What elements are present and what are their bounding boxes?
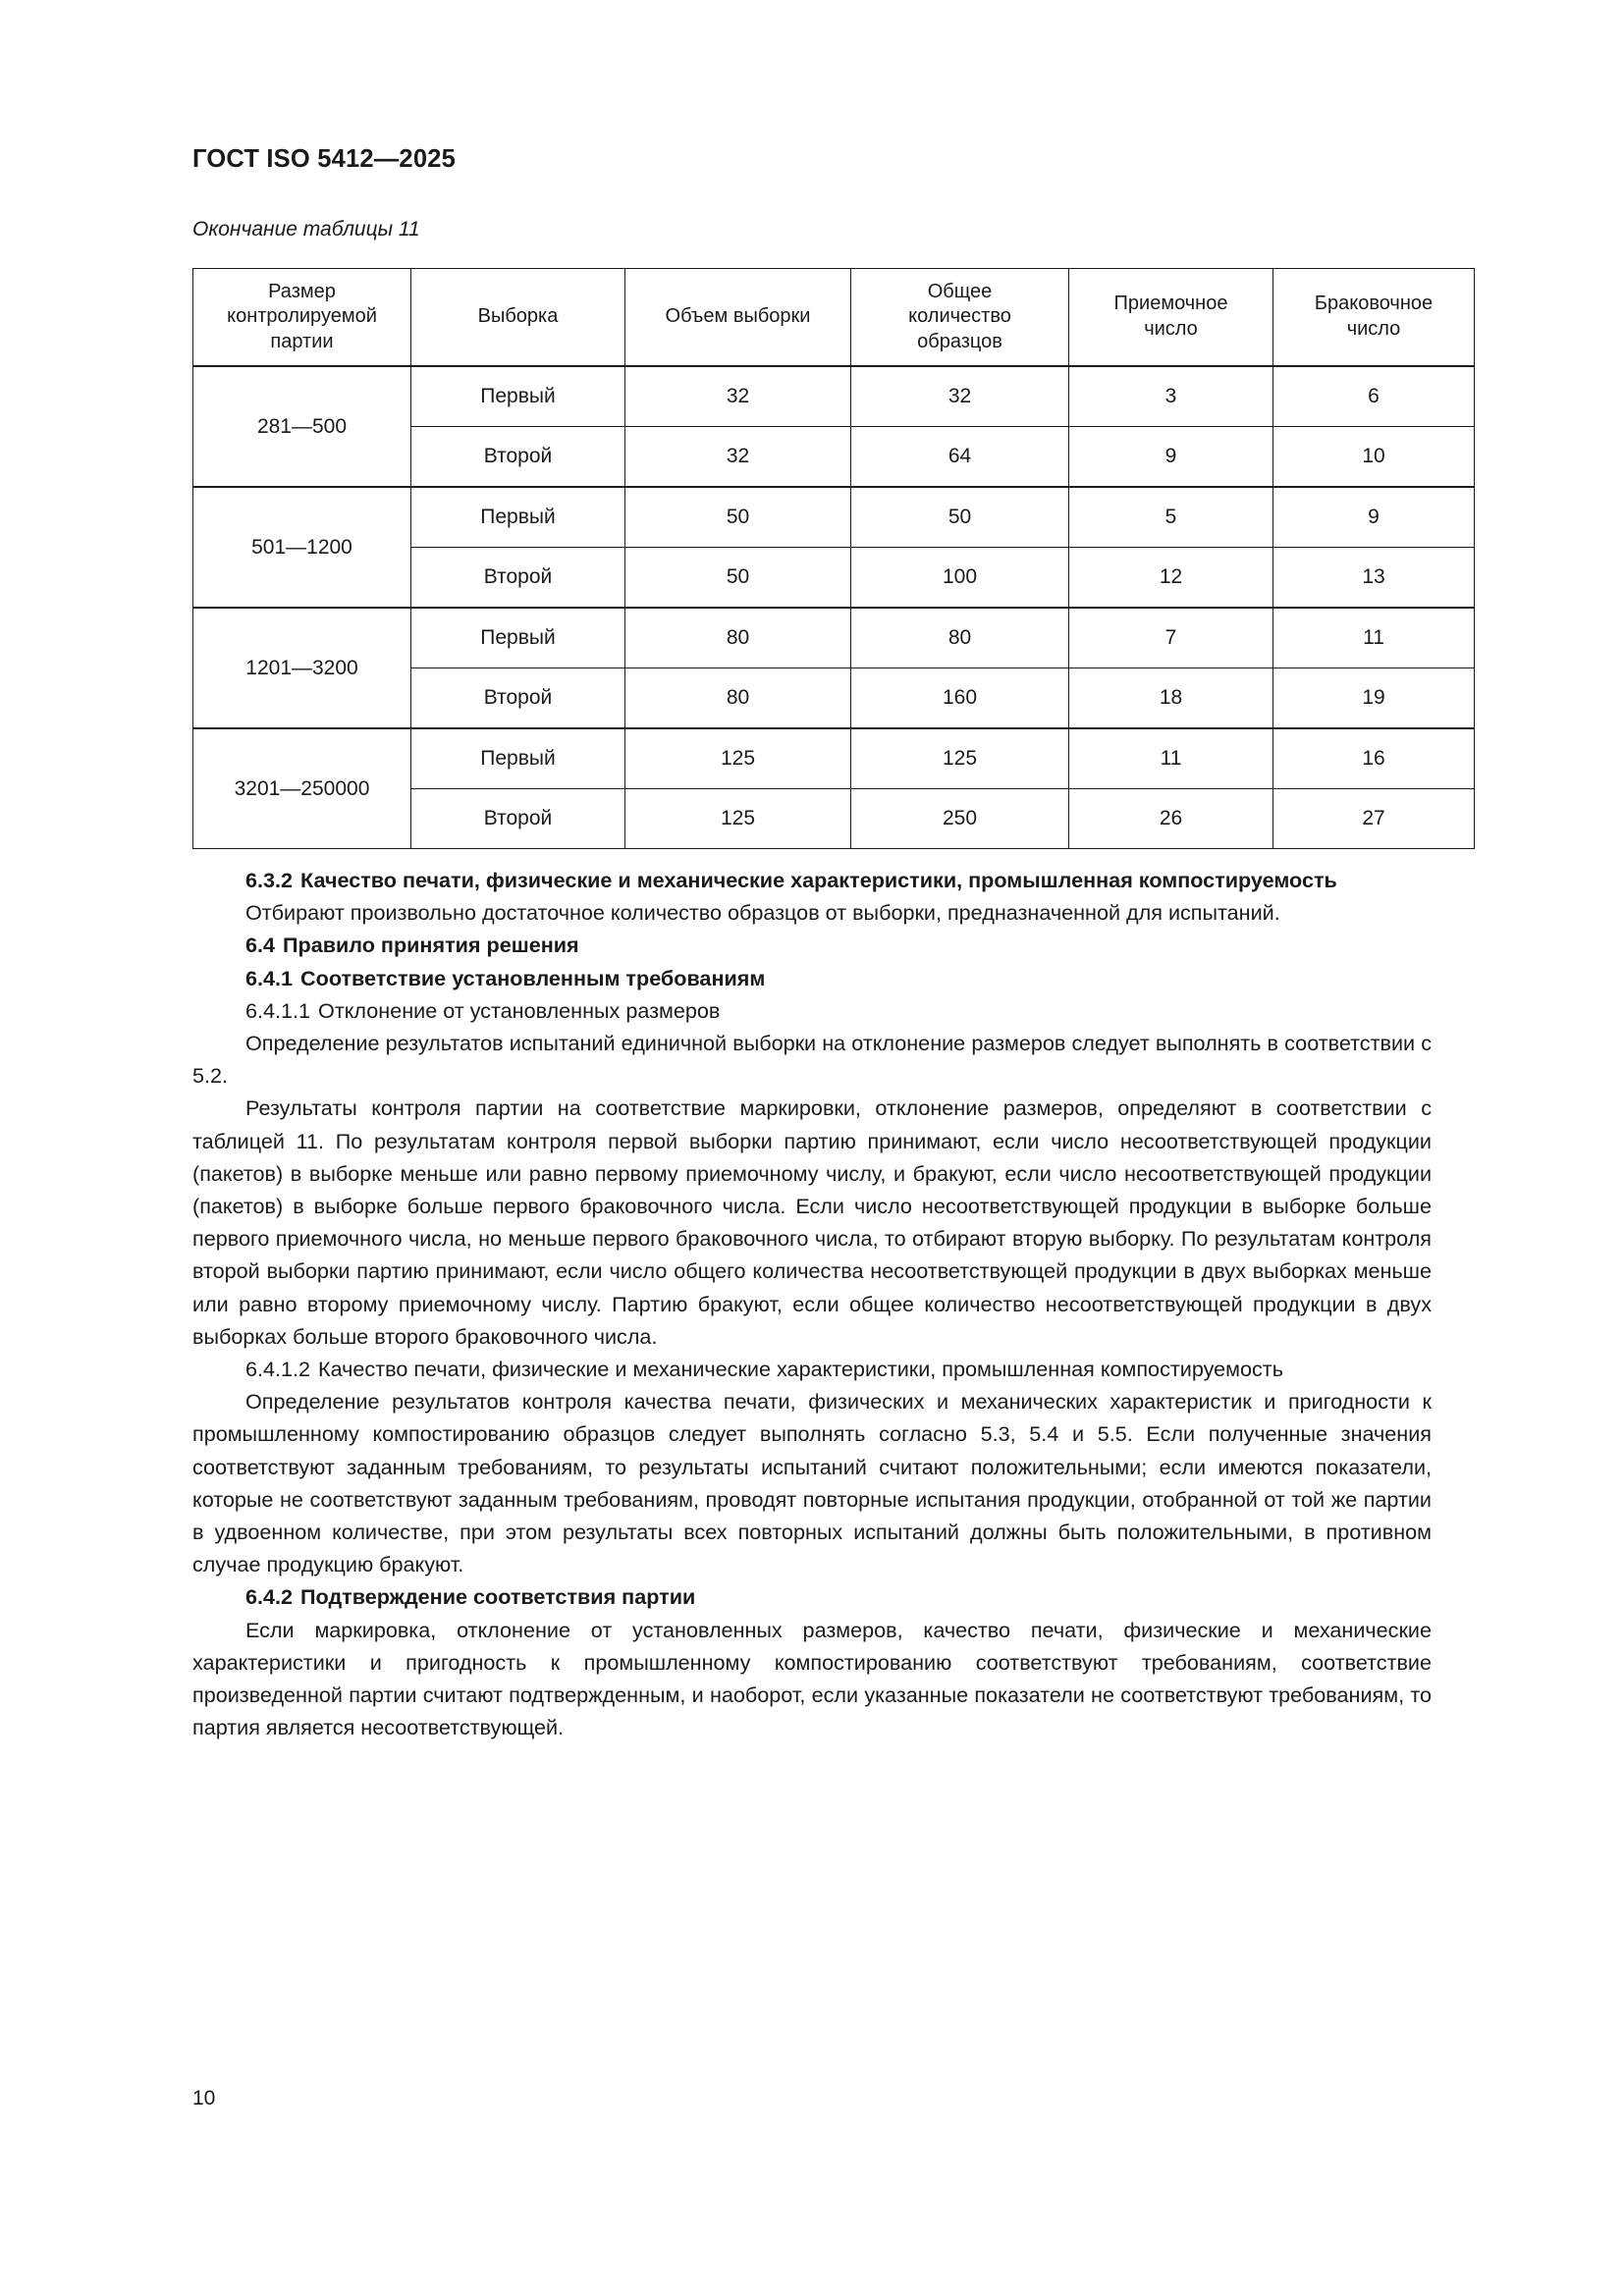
cell-lot-size: 501—1200 [193, 487, 411, 608]
section-title: Отклонение от установленных размеров [318, 997, 721, 1023]
cell-rejection: 10 [1273, 427, 1475, 488]
section-heading-6-3-2 [192, 864, 1432, 896]
cell-volume: 32 [625, 366, 851, 427]
table-caption: Окончание таблицы 11 [192, 218, 420, 240]
paragraph-6-3-2: Отбирают произвольно достаточное количество образцов от выборки, предназначенной для испытаний. [245, 900, 1280, 926]
cell-volume: 80 [625, 608, 851, 668]
cell-volume: 50 [625, 548, 851, 609]
column-header-total-samples [851, 269, 1069, 367]
section-heading-6-4-2 [192, 1580, 1432, 1613]
column-header-rejection-number [1273, 269, 1475, 367]
header-line: число [1346, 318, 1401, 340]
cell-volume: 125 [625, 728, 851, 789]
section-number: 6.4.1.2 [245, 1357, 311, 1382]
header-line: Размер [268, 280, 336, 302]
cell-total: 64 [851, 427, 1069, 488]
cell-rejection: 19 [1273, 668, 1475, 729]
header-line: количество [908, 305, 1011, 328]
section-heading-6-4-1 [192, 962, 1432, 994]
paragraph-6-4-1-1-b: Результаты контроля партии на соответствие маркировки, отклонение размеров, определяют в соответствии с таблицей 11. По результатам контроля первой выборки партию принимают, если число несоответствующей продукции (пакетов) в выборке меньше или равно первому приемочному числу, и бракуют, если число несоответствующей продукции (пакетов) в выборке больше первого браковочного числа. Если число несоответствующей продукции в выборке больше первого приемочного числа, но меньше первого браковочного числа, то отбирают вторую выборку. По результатам контроля второй выборки партию принимают, если число общего количества несоответствующей продукции в двух выборках меньше или равно второму приемочному числу. Партию бракуют, если общее количество несоответствующей продукции в двух выборках больше второго браковочного числа. [192, 1095, 1432, 1349]
cell-total: 160 [851, 668, 1069, 729]
cell-sample: Первый [411, 366, 625, 427]
cell-acceptance: 26 [1069, 789, 1273, 849]
header-line: партии [270, 330, 334, 352]
cell-lot-size: 1201—3200 [193, 608, 411, 728]
header-line: Приемочное [1113, 293, 1228, 315]
paragraph-6-4-2: Если маркировка, отклонение от установленных размеров, качество печати, физические и механические характеристики и пригодность к промышленному компостированию соответствуют требованиям, соответствие произведенной партии считают подтвержденным, и наоборот, если указанные показатели не соответствуют требованиям, то партия является несоответствующей. [192, 1617, 1432, 1740]
column-header-sample: Выборка [411, 269, 625, 367]
cell-rejection: 16 [1273, 728, 1475, 789]
header-line: образцов [917, 330, 1002, 352]
cell-acceptance: 11 [1069, 728, 1273, 789]
cell-rejection: 6 [1273, 366, 1475, 427]
cell-volume: 80 [625, 668, 851, 729]
section-number: 6.4 [245, 933, 276, 958]
cell-rejection: 13 [1273, 548, 1475, 609]
paragraph-6-4-1-1-a: Определение результатов испытаний единичной выборки на отклонение размеров следует выполнять в соответствии с 5.2. [192, 1031, 1432, 1089]
cell-acceptance: 9 [1069, 427, 1273, 488]
cell-acceptance: 18 [1069, 668, 1273, 729]
cell-sample: Второй [411, 427, 625, 488]
sampling-plan-table [192, 268, 1475, 849]
column-header-lot-size [193, 269, 411, 367]
section-title: Правило принятия решения [283, 933, 579, 958]
cell-acceptance: 12 [1069, 548, 1273, 609]
cell-total: 100 [851, 548, 1069, 609]
cell-sample: Первый [411, 608, 625, 668]
cell-sample: Первый [411, 728, 625, 789]
cell-total: 125 [851, 728, 1069, 789]
section-title: Качество печати, физические и механические характеристики, промышленная компостируемость [318, 1357, 1283, 1382]
table-row [193, 728, 1475, 789]
section-number: 6.3.2 [245, 868, 294, 892]
cell-volume: 32 [625, 427, 851, 488]
table-row [193, 366, 1475, 427]
cell-volume: 50 [625, 487, 851, 548]
cell-volume: 125 [625, 789, 851, 849]
cell-sample: Второй [411, 668, 625, 729]
cell-acceptance: 7 [1069, 608, 1273, 668]
cell-lot-size: 281—500 [193, 366, 411, 487]
cell-acceptance: 3 [1069, 366, 1273, 427]
paragraph-6-4-1-2: Определение результатов контроля качества печати, физических и механических характеристик и пригодности к промышленному компостированию образцов следует выполнять согласно 5.3, 5.4 и 5.5. Если полученные значения соответствуют заданным требованиям, то результаты испытаний считают положительными; если имеются показатели, которые не соответствуют заданным требованиям, проводят повторные испытания продукции, отобранной от той же партии в удвоенном количестве, при этом результаты всех повторных испытаний должны быть положительными, в противном случае продукцию бракуют. [192, 1389, 1432, 1577]
section-number: 6.4.2 [245, 1584, 294, 1610]
cell-rejection: 27 [1273, 789, 1475, 849]
cell-acceptance: 5 [1069, 487, 1273, 548]
cell-total: 32 [851, 366, 1069, 427]
header-line: контролируемой [227, 305, 377, 328]
column-header-acceptance-number [1069, 269, 1273, 367]
cell-sample: Первый [411, 487, 625, 548]
section-heading-6-4-1-1 [192, 994, 1432, 1027]
cell-total: 80 [851, 608, 1069, 668]
column-header-sample-volume: Объем выборки [625, 269, 851, 367]
cell-rejection: 9 [1273, 487, 1475, 548]
section-number: 6.4.1 [245, 965, 294, 990]
table-row [193, 487, 1475, 548]
cell-total: 250 [851, 789, 1069, 849]
section-heading-6-4 [192, 929, 1432, 961]
section-title: Соответствие установленным требованиям [300, 965, 766, 990]
header-line: число [1144, 318, 1198, 340]
table-header-row [193, 269, 1475, 367]
table-row [193, 608, 1475, 668]
section-number: 6.4.1.1 [245, 997, 311, 1023]
page-number: 10 [192, 2087, 216, 2109]
running-header: ГОСТ ISO 5412—2025 [192, 145, 456, 173]
header-line: Браковочное [1314, 293, 1434, 315]
body-text [192, 864, 1432, 1743]
cell-sample: Второй [411, 548, 625, 609]
cell-lot-size: 3201—250000 [193, 728, 411, 849]
section-heading-6-4-1-2 [192, 1353, 1432, 1385]
header-line: Общее [927, 280, 993, 302]
cell-total: 50 [851, 487, 1069, 548]
section-title: Подтверждение соответствия партии [300, 1584, 696, 1610]
section-title: Качество печати, физические и механические характеристики, промышленная компостируемость [300, 868, 1337, 892]
cell-sample: Второй [411, 789, 625, 849]
cell-rejection: 11 [1273, 608, 1475, 668]
